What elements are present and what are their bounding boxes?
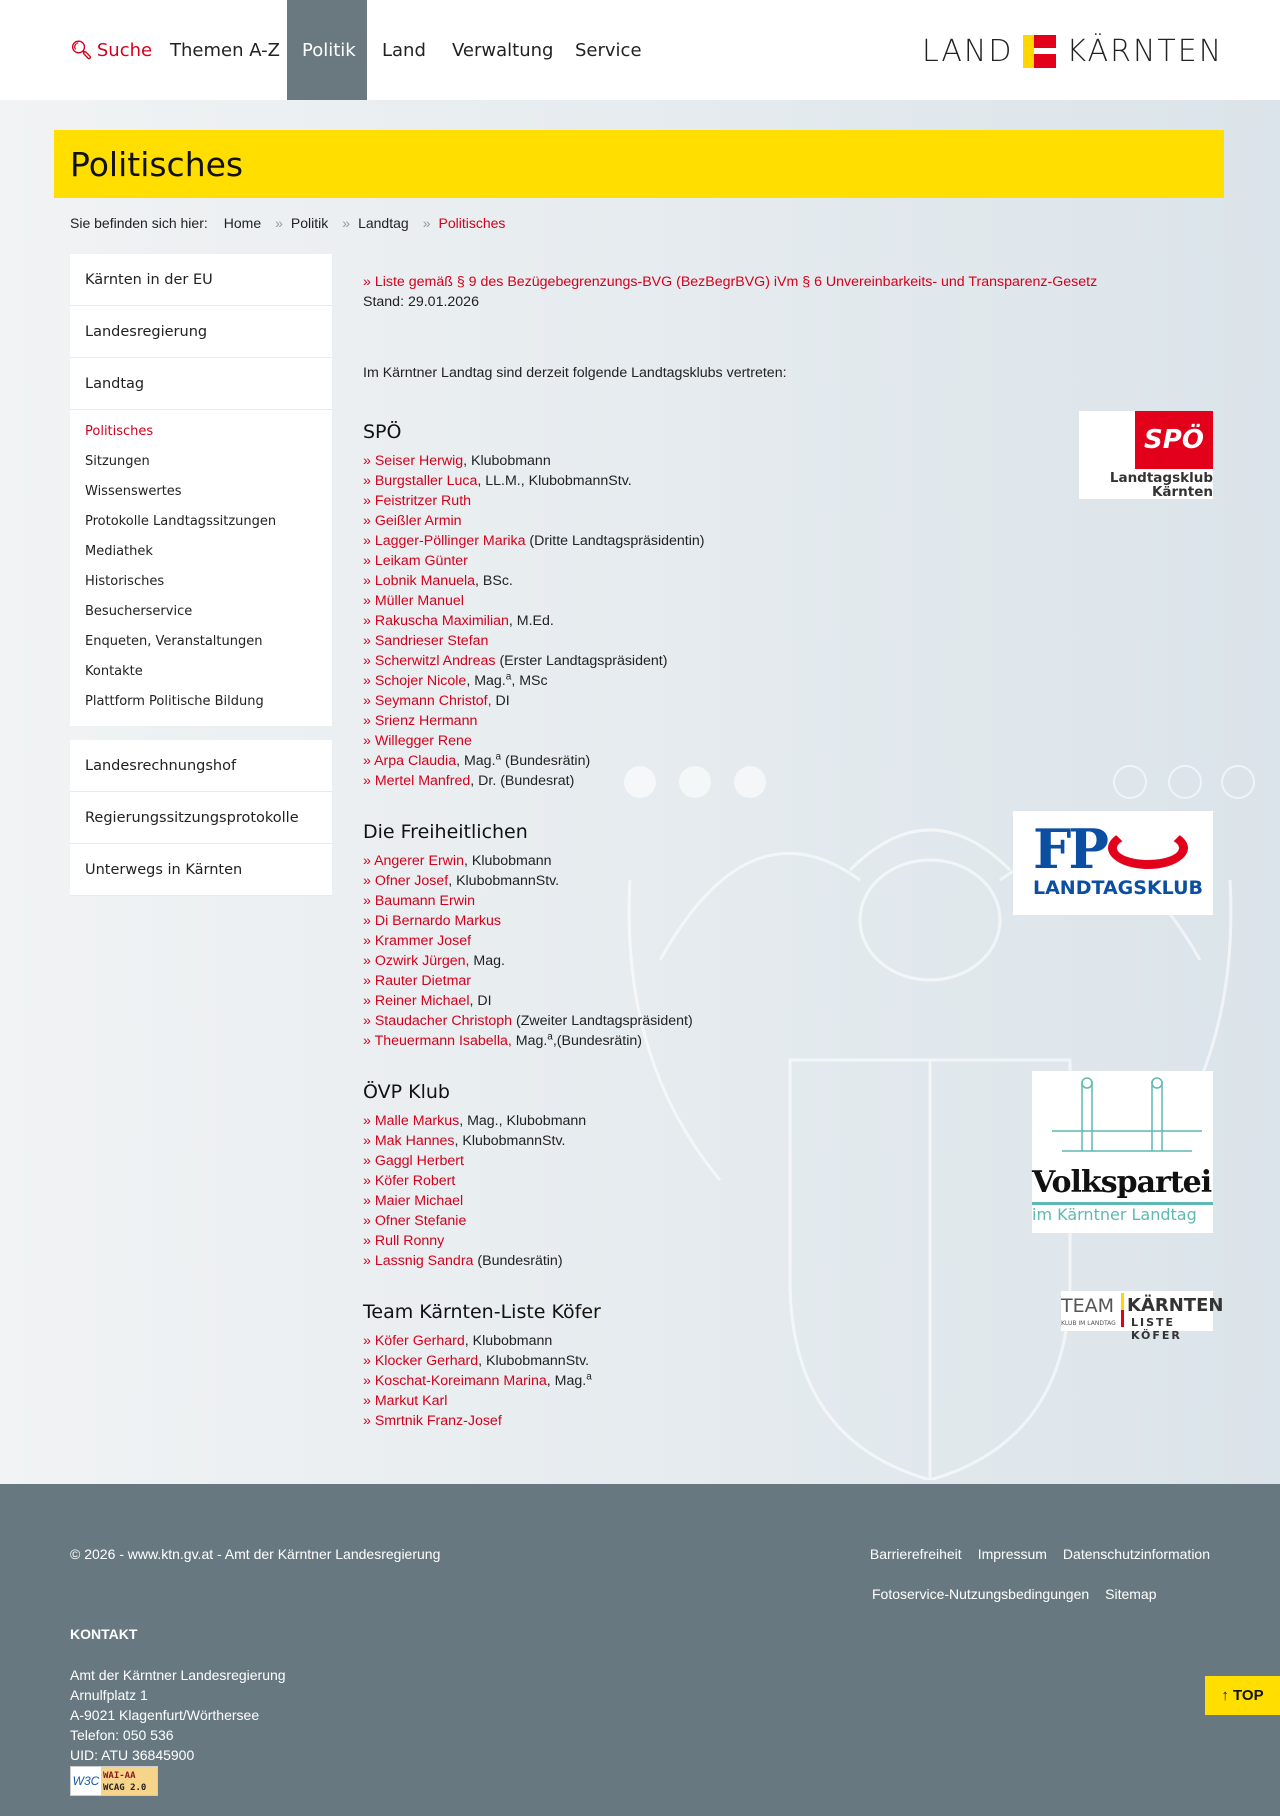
member-suffix: , Klubobmann (463, 453, 551, 469)
member-link[interactable]: Sandrieser Stefan (374, 633, 489, 649)
footer-link-sitemap[interactable]: Sitemap (1105, 1586, 1157, 1602)
chevron-right-icon: » (363, 633, 375, 649)
address-line: Telefon: 050 536 (70, 1727, 174, 1743)
member-link[interactable]: Koschat-Koreimann Marina (374, 1373, 547, 1389)
member-item (363, 611, 1213, 631)
team-kaernten-logo (1061, 1291, 1224, 1342)
sidebar-item-landesrechnungshof[interactable]: Landesrechnungshof (70, 740, 332, 792)
chevron-right-icon: » (363, 453, 375, 469)
club-section (363, 817, 1213, 1051)
club-section (363, 421, 1213, 791)
chevron-right-icon: » (363, 1253, 375, 1269)
member-link[interactable]: Mak Hannes (374, 1133, 455, 1149)
member-link[interactable]: Angerer Erwin (374, 853, 464, 869)
address-line: A-9021 Klagenfurt/Wörthersee (70, 1707, 260, 1723)
member-link[interactable]: Krammer Josef (374, 933, 472, 949)
nav-search[interactable] (55, 0, 167, 100)
member-sup: a (505, 671, 512, 683)
member-suffix: , Mag., Klubobmann (459, 1113, 587, 1129)
member-suffix: , KlubobmannStv. (478, 1353, 590, 1369)
spoe-logo (1079, 411, 1213, 499)
member-sup: a (495, 751, 502, 763)
w3c-label: W3C (71, 1767, 101, 1795)
chevron-right-icon: » (363, 553, 375, 569)
member-link[interactable]: Feistritzer Ruth (374, 493, 472, 509)
member-suffix: (Bundesrätin) (501, 753, 591, 769)
member-link[interactable]: Seymann Christof, (374, 693, 492, 709)
sidebar-item-landesregierung[interactable]: Landesregierung (70, 306, 332, 358)
sidebar-item-landtag[interactable]: Landtag (70, 358, 332, 410)
member-suffix: , Mag. (546, 1373, 587, 1389)
club-section (363, 1295, 1224, 1431)
chevron-right-icon: » (363, 893, 375, 909)
main-area (0, 100, 1280, 1484)
member-item (363, 691, 1213, 711)
member-link[interactable]: Baumann Erwin (374, 893, 475, 909)
sidebar-subitem[interactable]: Enqueten, Veranstaltungen (85, 633, 263, 649)
chevron-right-icon: » (363, 1173, 375, 1189)
nav-politik[interactable]: Politik (287, 0, 367, 100)
sidebar-subitem[interactable]: Sitzungen (85, 453, 150, 469)
member-link[interactable]: Willegger Rene (374, 733, 472, 749)
chevron-right-icon: » (363, 673, 375, 689)
member-suffix: , MSc (511, 673, 548, 689)
member-suffix: (Erster Landtagspräsident) (495, 653, 668, 669)
member-suffix: , Klubobmann (464, 1333, 553, 1349)
address-line: UID: ATU 36845900 (70, 1747, 195, 1763)
member-item (363, 651, 1213, 671)
logo-text-kaernten: KÄRNTEN (1066, 34, 1224, 69)
member-link[interactable]: Scherwitzl Andreas (374, 653, 496, 669)
wcag-badge[interactable] (70, 1766, 158, 1796)
member-link[interactable]: Di Bernardo Markus (374, 913, 502, 929)
chevron-right-icon: » (342, 215, 351, 231)
member-link[interactable]: Rakuscha Maximilian (374, 613, 509, 629)
logo-line: TEAM (1061, 1295, 1115, 1317)
member-link[interactable]: Markut Karl (374, 1393, 448, 1409)
member-item (363, 971, 1213, 991)
sidebar-subitem[interactable]: Mediathek (85, 543, 153, 559)
member-item (363, 931, 1213, 951)
member-item (363, 711, 1213, 731)
member-link[interactable]: Ofner Stefanie (374, 1213, 467, 1229)
logo-line: KLUB IM LANDTAG (1061, 1320, 1116, 1327)
member-suffix: Mag. (469, 953, 505, 969)
address (70, 1665, 286, 1765)
sidebar-subitem[interactable]: Kontakte (85, 663, 143, 679)
club-heading: Die Freiheitlichen (363, 821, 528, 843)
spoe-logo-text: SPÖ (1135, 411, 1213, 469)
site-header (0, 0, 1280, 100)
member-link[interactable]: Leikam Günter (374, 553, 468, 569)
chevron-right-icon: » (363, 653, 375, 669)
nav-land[interactable]: Land (382, 39, 426, 61)
chevron-right-icon: » (363, 1213, 375, 1229)
member-suffix: , Mag. (456, 753, 496, 769)
member-item (363, 1391, 1213, 1411)
member-item (363, 1331, 1213, 1351)
member-suffix: (Dritte Landtagspräsidentin) (525, 533, 705, 549)
member-suffix: , Klubobmann (463, 853, 552, 869)
chevron-right-icon: » (363, 1413, 375, 1429)
chevron-right-icon: » (363, 753, 375, 769)
member-item (363, 991, 1213, 1011)
sidebar-submenu (70, 410, 332, 726)
page-title: Politisches (70, 144, 244, 184)
chevron-right-icon: » (363, 933, 375, 949)
member-link[interactable]: Burgstaller Luca (374, 473, 478, 489)
chevron-right-icon: » (363, 1013, 375, 1029)
back-to-top-button[interactable]: ↑ TOP (1205, 1676, 1280, 1715)
member-sup: a (586, 1371, 592, 1383)
stand-date: Stand: 29.01.2026 (363, 294, 479, 310)
member-item (363, 551, 1213, 571)
member-link[interactable]: Theuermann Isabella, (374, 1033, 512, 1049)
chevron-right-icon: » (363, 1033, 375, 1049)
member-link[interactable]: Staudacher Christoph (374, 1013, 513, 1029)
member-item (363, 751, 1213, 771)
member-suffix: (Bundesrätin) (473, 1253, 563, 1269)
member-link[interactable]: Ozwirk Jürgen, (374, 953, 470, 969)
member-item (363, 1011, 1213, 1031)
search-icon: 🔍︎ (70, 39, 93, 61)
wai-label: WAI-AA (103, 1771, 136, 1781)
sidebar-subitem[interactable]: Protokolle Landtagssitzungen (85, 513, 277, 529)
logo-line: im Kärntner Landtag (1032, 1202, 1213, 1224)
member-link[interactable]: Klocker Gerhard (374, 1353, 479, 1369)
swoosh-icon (1108, 827, 1188, 869)
chevron-right-icon: » (422, 215, 431, 231)
club-section (363, 1081, 1213, 1271)
chevron-right-icon: » (363, 1353, 375, 1369)
member-item (363, 671, 1213, 691)
member-item (363, 1351, 1213, 1371)
chevron-right-icon: » (363, 953, 375, 969)
chevron-right-icon: » (363, 1133, 375, 1149)
breadcrumb-label: Sie befinden sich hier: (70, 215, 208, 231)
member-suffix: , Mag. (466, 673, 506, 689)
member-link[interactable]: Malle Markus (374, 1113, 460, 1129)
chevron-right-icon: » (363, 973, 375, 989)
member-sup: a (547, 1031, 553, 1043)
sidebar-subitem[interactable]: Politisches (85, 423, 154, 439)
sidebar-item-regierungssitzungsprotokolle[interactable]: Regierungssitzungsprotokolle (70, 792, 332, 844)
chevron-right-icon: » (363, 613, 375, 629)
chevron-right-icon: » (363, 493, 375, 509)
member-link[interactable]: Rull Ronny (374, 1233, 445, 1249)
page-title-banner (54, 130, 1224, 198)
chevron-right-icon: » (363, 533, 375, 549)
member-link[interactable]: Maier Michael (374, 1193, 464, 1209)
sidebar-item-unterwegs[interactable]: Unterwegs in Kärnten (70, 844, 332, 896)
member-link[interactable]: Reiner Michael (374, 993, 470, 1009)
chevron-right-icon: » (363, 573, 375, 589)
footer-link-datenschutz[interactable]: Datenschutzinformation (1062, 1546, 1210, 1562)
chevron-right-icon: » (363, 1153, 375, 1169)
chevron-right-icon: » (363, 1193, 375, 1209)
member-link[interactable]: Arpa Claudia (374, 753, 457, 769)
member-item (363, 1251, 1213, 1271)
member-suffix: , M.Ed. (508, 613, 554, 629)
breadcrumb (70, 215, 505, 231)
wcag-label: WCAG 2.0 (103, 1783, 147, 1793)
club-heading: ÖVP Klub (363, 1081, 450, 1103)
nav-themen[interactable]: Themen A-Z (170, 39, 280, 61)
chevron-right-icon: » (363, 1113, 375, 1129)
club-heading: Team Kärnten-Liste Köfer (363, 1301, 601, 1323)
sidebar-subitem[interactable]: Historisches (85, 573, 165, 589)
castle-drawing-icon (1032, 1071, 1213, 1161)
member-suffix: ,(Bundesrätin) (552, 1033, 642, 1049)
breadcrumb-politik[interactable]: Politik (290, 215, 329, 231)
sidebar-subitem[interactable]: Besucherservice (85, 603, 193, 619)
member-link[interactable]: Srienz Hermann (374, 713, 478, 729)
kontakt-title: KONTAKT (70, 1626, 138, 1642)
footer (0, 1484, 1280, 1816)
member-suffix: (Zweiter Landtagspräsident) (512, 1013, 693, 1029)
chevron-right-icon: » (363, 513, 375, 529)
address-line: Arnulfplatz 1 (70, 1687, 148, 1703)
member-item (363, 1411, 1213, 1431)
member-item (363, 771, 1213, 791)
nav-service[interactable]: Service (575, 39, 642, 61)
member-suffix: , DI (469, 993, 492, 1009)
sidebar-subitem[interactable]: Wissenswertes (85, 483, 182, 499)
breadcrumb-landtag[interactable]: Landtag (358, 215, 409, 231)
land-kaernten-logo[interactable] (922, 34, 1223, 69)
nav-verwaltung[interactable]: Verwaltung (452, 39, 554, 61)
member-item (363, 571, 1213, 591)
copyright: © 2026 - www.ktn.gv.at - Amt der Kärntner Landesregierung (70, 1546, 441, 1562)
chevron-right-icon: » (275, 215, 283, 231)
footer-link-barrierefreiheit[interactable]: Barrierefreiheit (869, 1546, 962, 1562)
logo-line: Volkspartei (1032, 1165, 1212, 1200)
address-line: Amt der Kärntner Landesregierung (70, 1667, 286, 1683)
member-item (363, 631, 1213, 651)
chevron-right-icon: » (363, 473, 375, 489)
member-link[interactable]: Köfer Gerhard (374, 1333, 465, 1349)
oevp-logo (1032, 1071, 1213, 1233)
fpoe-logo-text: FP (1033, 817, 1106, 881)
member-suffix: , KlubobmannStv. (454, 1133, 566, 1149)
member-link[interactable]: Ofner Josef (374, 873, 449, 889)
chevron-right-icon: » (363, 713, 375, 729)
member-suffix: , KlubobmannStv. (448, 873, 560, 889)
chevron-right-icon: » (363, 593, 375, 609)
member-suffix: DI (491, 693, 510, 709)
member-link[interactable]: Müller Manuel (374, 593, 464, 609)
chevron-right-icon: » (363, 693, 375, 709)
member-item (363, 951, 1213, 971)
member-link[interactable]: Mertel Manfred (374, 773, 471, 789)
breadcrumb-home[interactable]: Home (223, 215, 262, 231)
nav-search-label: Suche (96, 39, 153, 61)
chevron-right-icon: » (363, 773, 375, 789)
member-item (363, 511, 1213, 531)
fpoe-logo (1013, 811, 1213, 915)
member-link[interactable]: Seiser Herwig (374, 453, 464, 469)
chevron-right-icon: » (363, 1393, 375, 1409)
member-link[interactable]: Smrtnik Franz-Josef (374, 1413, 502, 1429)
logo-line: LISTE KÖFER (1131, 1316, 1182, 1342)
member-suffix: , LL.M., KlubobmannStv. (477, 473, 632, 489)
member-item (363, 1031, 1213, 1051)
member-link[interactable]: Schojer Nicole (374, 673, 467, 689)
chevron-right-icon: » (363, 1233, 375, 1249)
member-link[interactable]: Lobnik Manuela (374, 573, 476, 589)
chevron-right-icon: » (363, 1333, 375, 1349)
sidebar-subitem[interactable]: Plattform Politische Bildung (85, 693, 264, 709)
member-suffix: , Dr. (Bundesrat) (470, 773, 575, 789)
logo-line: KÄRNTEN (1127, 1295, 1224, 1316)
club-heading: SPÖ (363, 421, 402, 443)
member-link[interactable]: Köfer Robert (374, 1173, 456, 1189)
chevron-right-icon: » (363, 853, 375, 869)
member-link[interactable]: Lagger-Pöllinger Marika (374, 533, 526, 549)
transparency-list-link[interactable]: » Liste gemäß § 9 des Bezügebegrenzungs-BVG (BezBegrBVG) iVm § 6 Unvereinbarkeits- und Transparenz-Gesetz (363, 274, 1098, 290)
sidebar-item-eu[interactable]: Kärnten in der EU (70, 254, 332, 306)
member-suffix: , BSc. (475, 573, 513, 589)
member-item (363, 1371, 1213, 1391)
chevron-right-icon: » (363, 1373, 375, 1389)
member-item (363, 1231, 1213, 1251)
content (363, 274, 1224, 1461)
member-link[interactable]: Rauter Dietmar (374, 973, 472, 989)
logo-line: Landtagsklub (1109, 470, 1213, 486)
breadcrumb-current[interactable]: Politisches (438, 215, 506, 231)
logo-line: Kärnten (1151, 484, 1213, 500)
member-item (363, 731, 1213, 751)
intro-text: Im Kärntner Landtag sind derzeit folgende Landtagsklubs vertreten: (363, 365, 787, 381)
chevron-right-icon: » (363, 993, 375, 1009)
member-item (363, 531, 1213, 551)
sidebar (70, 254, 332, 896)
footer-link-fotoservice[interactable]: Fotoservice-Nutzungsbedingungen (872, 1586, 1090, 1602)
footer-link-impressum[interactable]: Impressum (977, 1546, 1047, 1562)
logo-line: LANDTAGSKLUB (1033, 877, 1204, 899)
member-suffix: Mag. (511, 1033, 548, 1049)
member-link[interactable]: Gaggl Herbert (374, 1153, 464, 1169)
chevron-right-icon: » (363, 913, 375, 929)
member-link[interactable]: Geißler Armin (374, 513, 462, 529)
logo-text-land: LAND (922, 34, 1014, 69)
chevron-right-icon: » (363, 873, 375, 889)
chevron-right-icon: » (363, 733, 375, 749)
member-link[interactable]: Lassnig Sandra (374, 1253, 474, 1269)
flag-icon (1023, 35, 1056, 68)
member-item (363, 591, 1213, 611)
